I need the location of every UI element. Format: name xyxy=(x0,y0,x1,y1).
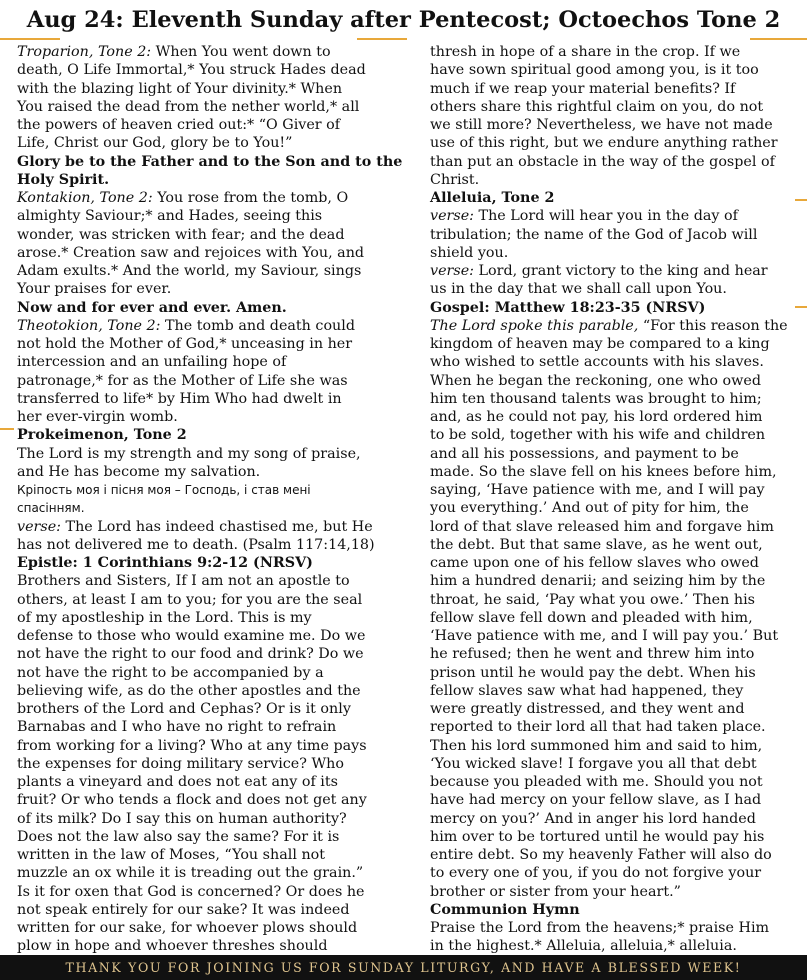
text-run: plow in hope and whoever threshes should xyxy=(17,938,328,955)
text-run: to be sold, together with his wife and children xyxy=(430,427,766,444)
text-run: Barnabas and I who have no right to refrain xyxy=(17,719,337,736)
text-run: written for our sake, for whoever plows should xyxy=(17,920,358,936)
text-run: saying, ‘Have patience with me, and I will pay xyxy=(430,482,765,498)
text-run: have sown spiritual good among you, is it too xyxy=(430,62,759,79)
text-run: from working for a living? Who at any time pays xyxy=(17,737,367,754)
text-run: fellow slave fell down and pleaded with him, xyxy=(430,609,753,626)
text-run: fruit? Or who tends a flock and does not get any xyxy=(17,792,367,809)
text-run: believing wife, as do the other apostles and the xyxy=(17,682,361,699)
text-run: written in the law of Moses, “You shall not xyxy=(17,847,326,863)
text-run: Praise the Lord from the heavens;* praise Him xyxy=(430,920,770,936)
footer-banner: THANK YOU FOR JOINING US FOR SUNDAY LITURGY, AND HAVE A BLESSED WEEK! xyxy=(0,955,807,980)
text-run: transferred to life* by Him Who had dwelt in xyxy=(17,390,342,407)
text-label: Theotokion, Tone 2: xyxy=(17,317,161,334)
text-label: The Lord spoke this parable, xyxy=(430,317,639,334)
section-heading: Epistle: 1 Corinthians 9:2-12 (NRSV) xyxy=(17,555,313,571)
text-run: he refused; then he went and threw him into xyxy=(430,646,755,663)
text-run: Then his lord summoned him and said to him, xyxy=(430,737,763,754)
text-run: almighty Saviour;* and Hades, seeing this xyxy=(17,208,323,225)
text-label: Kontakion, Tone 2: xyxy=(17,190,153,206)
text-run: made. So the slave fell on his knees before him, xyxy=(430,463,777,480)
text-label: verse: xyxy=(430,263,474,279)
section-heading: Glory be to the Father and to the Son and to the xyxy=(17,153,403,170)
text-run: tribulation; the name of the God of Jacob will xyxy=(430,226,758,243)
text-run: and all his possessions, and payment to be xyxy=(430,445,739,462)
section-heading: Alleluia, Tone 2 xyxy=(430,190,555,206)
text-run: The Lord has indeed chastised me, but He xyxy=(61,518,373,535)
section-heading: Now and for ever and ever. Amen. xyxy=(17,299,287,316)
text-run: You rose from the tomb, O xyxy=(152,190,349,206)
text-run: brother or sister from your heart.” xyxy=(430,883,681,900)
text-run: ‘Have patience with me, and I will pay you.’ But xyxy=(430,628,779,644)
text-run: death, O Life Immortal,* You struck Hades dead xyxy=(17,62,366,79)
text-run: others, at least I am to you; for you are the seal xyxy=(17,591,363,608)
text-run: we still more? Nevertheless, we have not made xyxy=(430,117,773,133)
text-run: not have the right to be accompanied by a xyxy=(17,664,324,681)
text-run: When You went down to xyxy=(151,44,331,60)
text-run: much if we reap your material benefits? If xyxy=(430,80,736,97)
accent-rule-left xyxy=(0,38,60,40)
text-run: fellow slaves saw what had happened, they xyxy=(430,682,744,699)
text-run: Christ. xyxy=(430,171,480,188)
text-run: the expenses for doing military service? Who xyxy=(17,755,344,772)
text-run: us in the day that we shall call upon You. xyxy=(430,281,727,298)
text-run: not speak entirely for our sake? It was indeed xyxy=(17,901,350,918)
text-run: you everything.’ And out of pity for him, the xyxy=(430,500,749,517)
text-run: brothers of the Lord and Cephas? Or is it only xyxy=(17,701,351,717)
text-run: to every one of you, if you do not forgive your xyxy=(430,865,762,882)
text-run: of its milk? Do I say this on human authority? xyxy=(17,810,347,827)
text-run: When he began the reckoning, one who owed xyxy=(430,372,762,389)
text-label: verse: xyxy=(430,208,474,225)
text-run: muzzle an ox while it is treading out the grain.” xyxy=(17,865,364,882)
text-run: Your praises for ever. xyxy=(17,281,172,298)
text-run: have had mercy on your fellow slave, as I had xyxy=(430,792,762,809)
text-run: and, as he could not pay, his lord ordered him xyxy=(430,409,763,425)
text-run: him ten thousand talents was brought to him; xyxy=(430,390,762,407)
page-title: Aug 24: Eleventh Sunday after Pentecost; Octoechos Tone 2 xyxy=(26,7,781,33)
text-run: ‘You wicked slave! I forgave you all that debt xyxy=(430,755,757,772)
text-run: has not delivered me to death. (Psalm 117:14,18) xyxy=(17,536,375,553)
text-run: “For this reason the xyxy=(638,317,788,334)
text-run: of my apostleship in the Lord. This is my xyxy=(17,609,312,626)
text-run: throat, he said, ‘Pay what you owe.’ Then his xyxy=(430,591,756,608)
text-run: You raised the dead from the nether world,* all xyxy=(17,98,360,115)
text-run: lord of that slave released him and forgave him xyxy=(430,518,774,535)
left-column xyxy=(17,43,403,956)
section-heading: Prokeimenon, Tone 2 xyxy=(17,427,187,444)
section-heading: Communion Hymn xyxy=(430,901,580,918)
text-run: came upon one of his fellow slaves who owed xyxy=(430,555,759,571)
right-column xyxy=(430,43,807,956)
text-run: Brothers and Sisters, If I am not an apostle to xyxy=(17,573,350,590)
text-run: Does not the law also say the same? For it is xyxy=(17,828,340,845)
text-run: entire debt. So my heavenly Father will also do xyxy=(430,847,772,863)
text-run: patronage,* for as the Mother of Life she was xyxy=(17,372,348,389)
text-run: and He has become my salvation. xyxy=(17,463,261,480)
text-run: Кріпость моя і пісня моя – Господь, і став мені xyxy=(17,483,311,497)
text-run: him a hundred denarii; and seizing him by the xyxy=(430,573,766,590)
text-run: plants a vineyard and does not eat any of its xyxy=(17,774,338,790)
text-run: intercession and an unfailing hope of xyxy=(17,354,287,371)
text-run: The tomb and death could xyxy=(160,317,355,334)
text-run: the debt. But that same slave, as he went out, xyxy=(430,536,763,553)
section-heading: Holy Spirit. xyxy=(17,171,110,188)
text-run: prison until he would pay the debt. When his xyxy=(430,664,756,681)
text-run: the powers of heaven cried out:* “O Giver of xyxy=(17,117,341,133)
accent-rule-right xyxy=(750,38,807,40)
text-run: thresh in hope of a share in the crop. If we xyxy=(430,44,741,60)
text-run: The Lord will hear you in the day of xyxy=(474,208,738,225)
text-run: mercy on you?’ And in anger his lord handed xyxy=(430,810,756,827)
text-run: were greatly distressed, and they went and xyxy=(430,701,745,717)
text-run: wonder, was stricken with fear; and the dead xyxy=(17,226,345,243)
text-run: than put an obstacle in the way of the gospel of xyxy=(430,153,775,170)
text-run: Adam exults.* And the world, my Saviour, sings xyxy=(17,263,362,279)
text-run: with the blazing light of Your divinity.* When xyxy=(17,80,343,97)
text-run: him over to be tortured until he would pay his xyxy=(430,828,765,845)
text-run: not have the right to our food and drink? Do we xyxy=(17,646,364,663)
text-run: not hold the Mother of God,* unceasing in her xyxy=(17,336,353,352)
text-run: shield you. xyxy=(430,244,509,261)
text-run: who wished to settle accounts with his slaves. xyxy=(430,354,764,371)
text-run: kingdom of heaven may be compared to a king xyxy=(430,336,770,352)
text-run: arose.* Creation saw and rejoices with You, and xyxy=(17,244,365,261)
accent-rule-center xyxy=(357,38,407,40)
text-run: reported to their lord all that had taken place. xyxy=(430,719,766,736)
text-label: verse: xyxy=(17,518,61,535)
text-run: Life, Christ our God, glory be to You!” xyxy=(17,135,293,152)
text-run: her ever-virgin womb. xyxy=(17,409,178,425)
text-run: defense to those who would examine me. Do we xyxy=(17,628,366,644)
text-run: Is it for oxen that God is concerned? Or does he xyxy=(17,883,365,900)
text-label: Troparion, Tone 2: xyxy=(17,44,152,60)
text-run: спасінням. xyxy=(17,501,85,516)
section-heading: Gospel: Matthew 18:23-35 (NRSV) xyxy=(430,299,706,316)
text-run: Lord, grant victory to the king and hear xyxy=(474,263,768,279)
text-run: The Lord is my strength and my song of praise, xyxy=(17,445,361,462)
text-run: use of this right, but we endure anything rather xyxy=(430,135,778,152)
text-run: in the highest.* Alleluia, alleluia,* alleluia. xyxy=(430,938,737,955)
text-run: because you pleaded with me. Should you not xyxy=(430,774,763,790)
accent-mark-left-1 xyxy=(0,428,14,430)
text-run: others share this rightful claim on you, do not xyxy=(430,98,764,115)
